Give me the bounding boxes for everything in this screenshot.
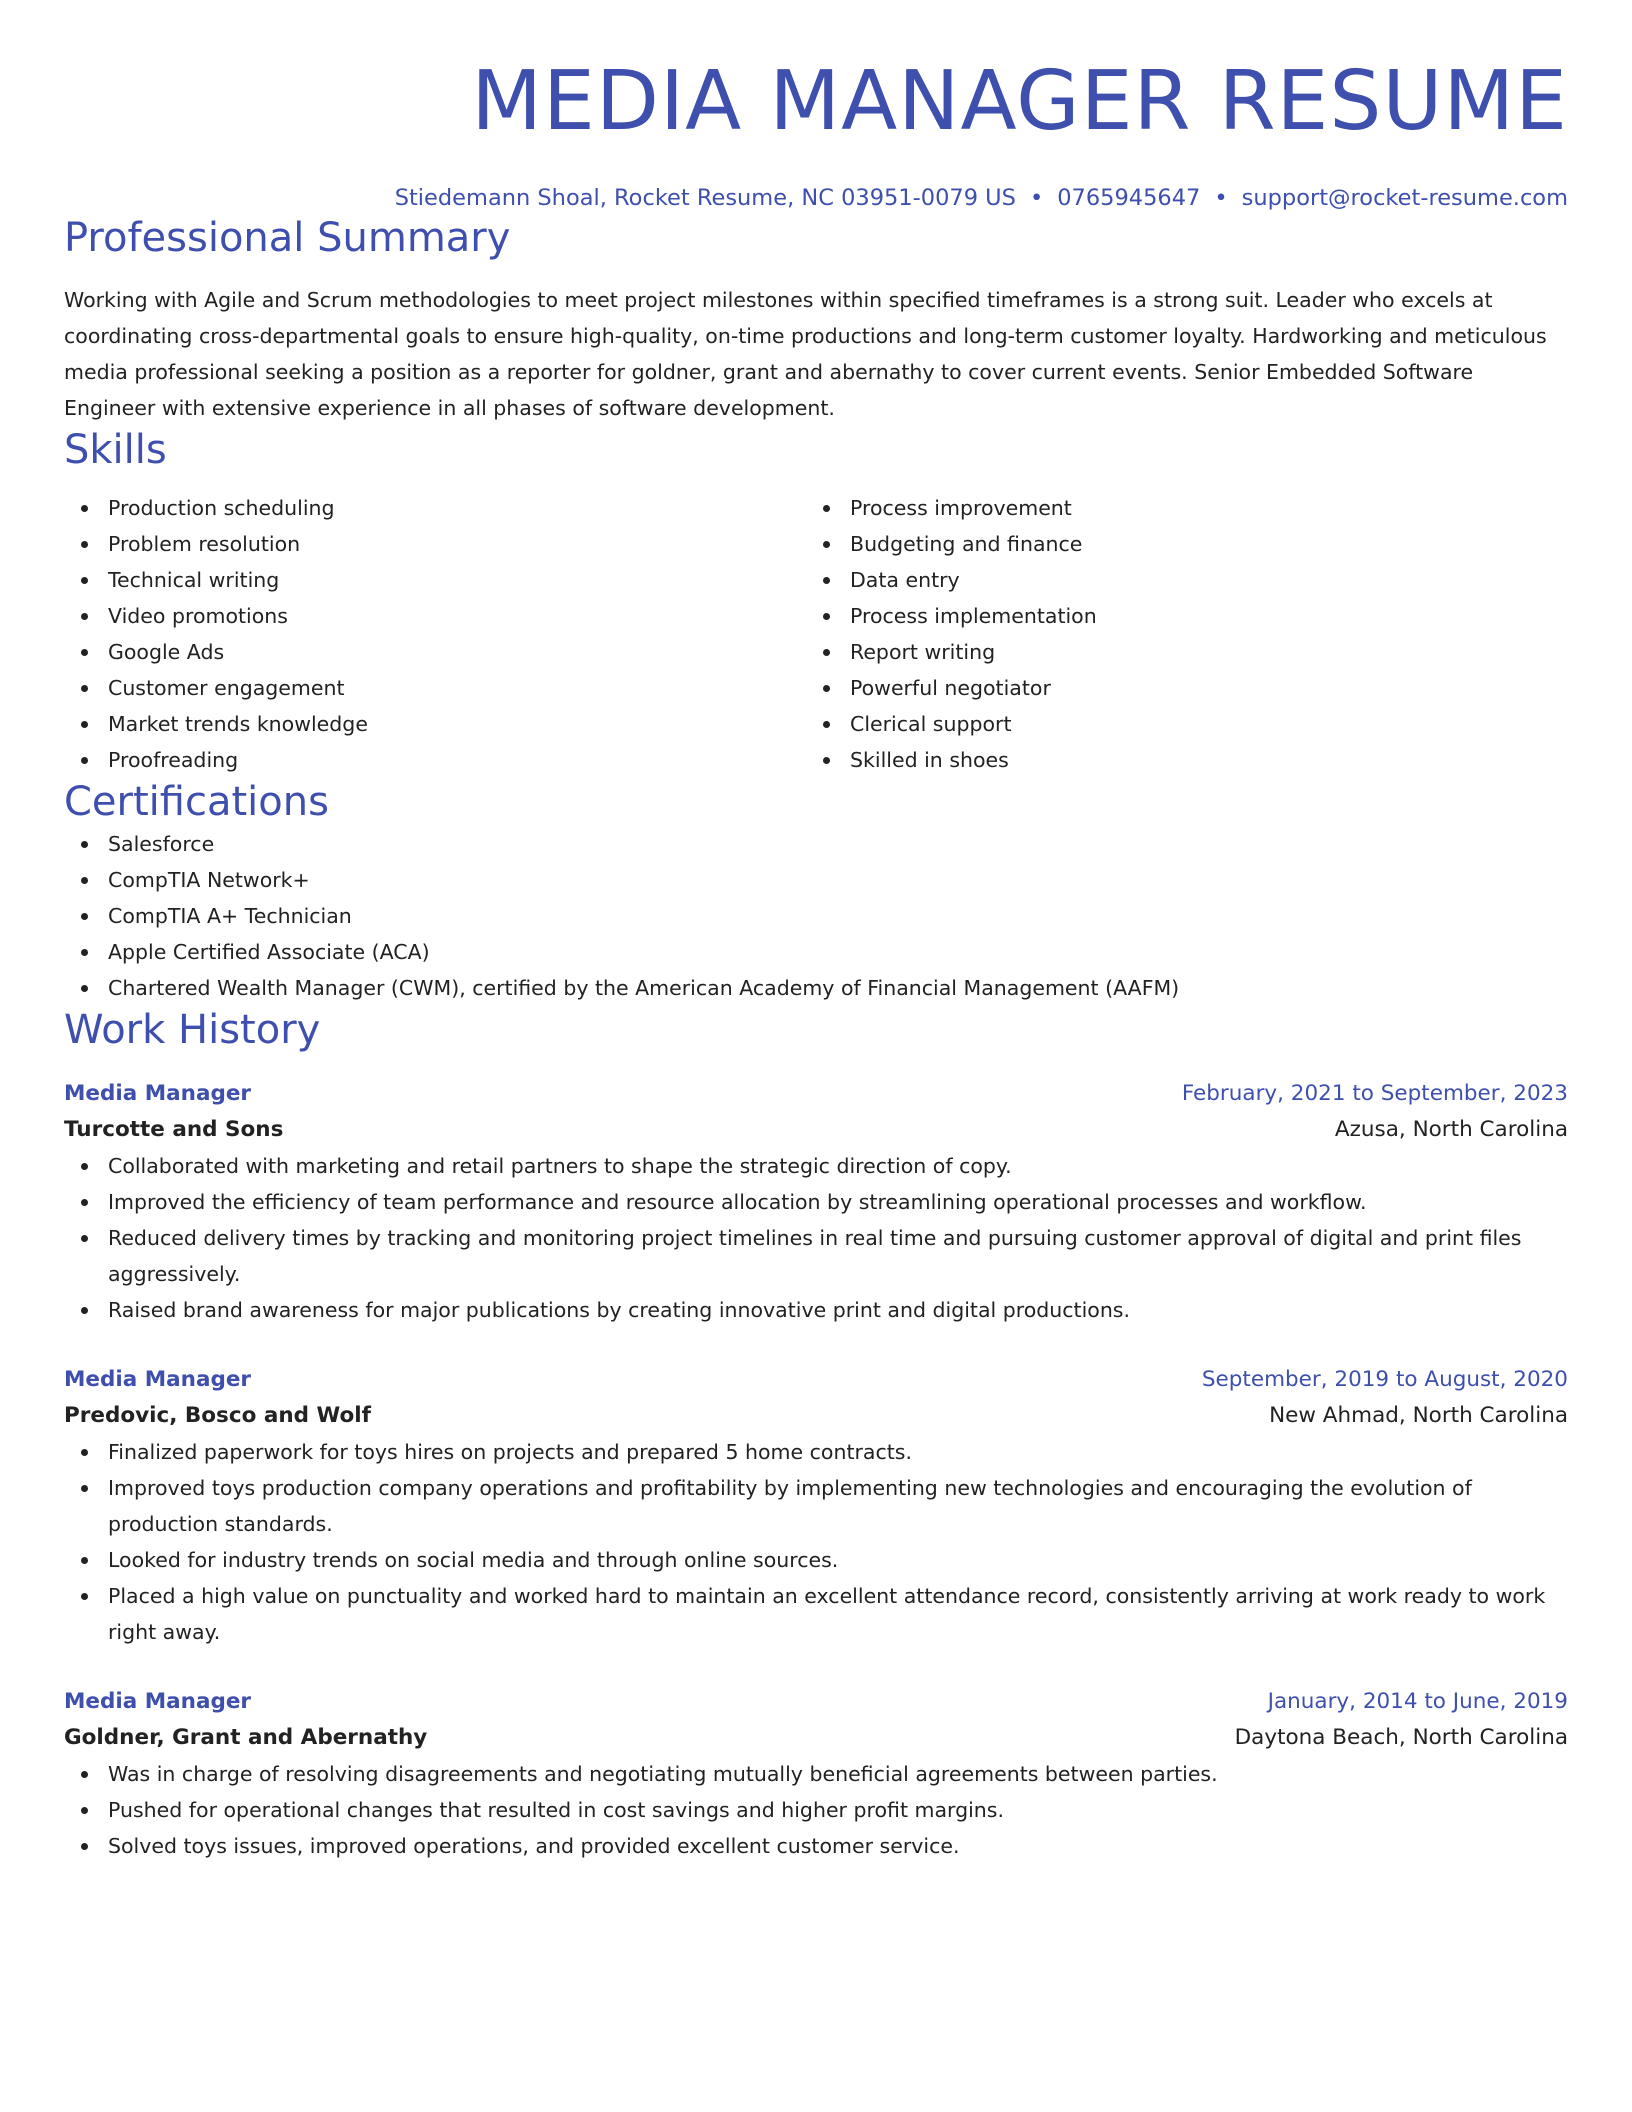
bullet-dot-icon [81, 913, 88, 920]
bullet-dot-icon [81, 1163, 88, 1170]
resume-header [64, 0, 1568, 214]
skill-item-text: Powerful negotiator [850, 676, 1051, 700]
skill-item-text: Video promotions [108, 604, 288, 628]
job-role: Media Manager [64, 1367, 252, 1392]
bullet-dot-icon [81, 949, 88, 956]
certification-item [64, 934, 1568, 970]
skill-item [806, 598, 1548, 634]
bullet-dot-icon [823, 685, 830, 692]
job-dates: February, 2021 to September, 2023 [1181, 1081, 1568, 1106]
skills-heading: Skills [64, 427, 167, 473]
work-history-heading: Work History [64, 1007, 321, 1053]
summary-text: Working with Agile and Scrum methodologies to meet project milestones within specified timeframes is a strong suit. Leader who excels at coordinating cross-departmental goals to ensure high-quality, on-time productions and long-term customer loyalty. Hardworking and meticulous media professional seeking a position as a reporter for goldner, grant and abernathy to cover current events. Senior Embedded Software Engineer with extensive experience in all phases of software development. [64, 288, 1547, 420]
job-bullet-item-text: Improved the efficiency of team performance and resource allocation by streamlining operational processes and workflow. [108, 1190, 1367, 1214]
job-location: Azusa, North Carolina [1334, 1117, 1568, 1142]
skill-item-text: Production scheduling [108, 496, 335, 520]
job-bullet-item [64, 1292, 1568, 1328]
job-location: Daytona Beach, North Carolina [1234, 1725, 1568, 1750]
skill-item [806, 634, 1548, 670]
job-bullet-item-text: Placed a high value on punctuality and worked hard to maintain an excellent attendance record, consistently arriving at work ready to work right away. [108, 1584, 1546, 1644]
job-bullet-item [64, 1792, 1568, 1828]
job-company: Turcotte and Sons [64, 1117, 284, 1142]
bullet-dot-icon [823, 613, 830, 620]
skill-item-text: Proofreading [108, 748, 239, 772]
bullet-dot-icon [81, 685, 88, 692]
skill-item [64, 706, 806, 742]
job-entry [64, 1362, 1568, 1650]
bullet-dot-icon [81, 1807, 88, 1814]
job-bullet-item [64, 1828, 1568, 1864]
job-company-row [64, 1398, 1568, 1434]
bullet-dot-icon [81, 649, 88, 656]
job-bullet-item [64, 1542, 1568, 1578]
job-title-row [64, 1076, 1568, 1112]
bullet-dot-icon [823, 541, 830, 548]
job-bullet-item-text: Looked for industry trends on social media and through online sources. [108, 1548, 839, 1572]
skill-item [64, 670, 806, 706]
job-bullet-list [64, 1148, 1568, 1328]
skill-item [806, 562, 1548, 598]
bullet-dot-icon [81, 877, 88, 884]
bullet-dot-icon [81, 1771, 88, 1778]
job-dates: January, 2014 to June, 2019 [1267, 1689, 1568, 1714]
contact-separator: • [1029, 185, 1044, 211]
job-company: Predovic, Bosco and Wolf [64, 1403, 371, 1428]
bullet-dot-icon [81, 1843, 88, 1850]
skills-list-left [64, 490, 806, 778]
bullet-dot-icon [81, 841, 88, 848]
skills-column-left [64, 490, 806, 778]
job-bullet-item [64, 1148, 1568, 1184]
job-bullet-item [64, 1756, 1568, 1792]
skill-item [806, 670, 1548, 706]
skill-item [64, 634, 806, 670]
job-bullet-item [64, 1434, 1568, 1470]
job-bullet-item-text: Solved toys issues, improved operations, and provided excellent customer service. [108, 1834, 960, 1858]
skill-item [64, 598, 806, 634]
certification-item [64, 826, 1568, 862]
job-company-row [64, 1720, 1568, 1756]
job-entry [64, 1684, 1568, 1864]
work-history-list [64, 1076, 1568, 1864]
job-title-row [64, 1362, 1568, 1398]
skills-column-right [806, 490, 1548, 778]
bullet-dot-icon [81, 1485, 88, 1492]
skill-item [806, 706, 1548, 742]
job-title-row [64, 1684, 1568, 1720]
skill-item-text: Report writing [850, 640, 996, 664]
job-company: Goldner, Grant and Abernathy [64, 1725, 428, 1750]
job-role: Media Manager [64, 1081, 252, 1106]
job-bullet-item [64, 1220, 1568, 1292]
bullet-dot-icon [81, 1235, 88, 1242]
bullet-dot-icon [823, 757, 830, 764]
contact-separator: • [1214, 185, 1228, 211]
skill-item-text: Customer engagement [108, 676, 345, 700]
job-bullet-item-text: Raised brand awareness for major publications by creating innovative print and digital productions. [108, 1298, 1131, 1322]
certification-item-text: CompTIA A+ Technician [108, 904, 352, 928]
bullet-dot-icon [823, 577, 830, 584]
bullet-dot-icon [81, 1307, 88, 1314]
job-bullet-item [64, 1184, 1568, 1220]
bullet-dot-icon [81, 721, 88, 728]
bullet-dot-icon [823, 649, 830, 656]
skill-item [64, 742, 806, 778]
bullet-dot-icon [823, 505, 830, 512]
skill-item [64, 490, 806, 526]
skill-item-text: Process improvement [850, 496, 1072, 520]
skill-item-text: Clerical support [850, 712, 1012, 736]
certification-item [64, 970, 1568, 1006]
bullet-dot-icon [81, 985, 88, 992]
job-bullet-item-text: Reduced delivery times by tracking and monitoring project timelines in real time and pursuing customer approval of digital and print files aggressively. [108, 1226, 1522, 1286]
bullet-dot-icon [81, 1449, 88, 1456]
certification-item-text: Salesforce [108, 832, 215, 856]
skill-item [806, 526, 1548, 562]
job-bullet-item-text: Was in charge of resolving disagreements and negotiating mutually beneficial agreements between parties. [108, 1762, 1218, 1786]
certification-item [64, 898, 1568, 934]
job-bullet-list [64, 1434, 1568, 1650]
certification-item-text: CompTIA Network+ [108, 868, 310, 892]
skill-item [64, 526, 806, 562]
skill-item [806, 742, 1548, 778]
skill-item-text: Skilled in shoes [850, 748, 1009, 772]
job-location: New Ahmad, North Carolina [1269, 1403, 1568, 1428]
summary-heading: Professional Summary [64, 215, 511, 261]
job-bullet-item-text: Finalized paperwork for toys hires on projects and prepared 5 home contracts. [108, 1440, 912, 1464]
certification-item [64, 862, 1568, 898]
bullet-dot-icon [81, 577, 88, 584]
bullet-dot-icon [81, 1199, 88, 1206]
certification-item-text: Apple Certified Associate (ACA) [108, 940, 430, 964]
job-bullet-list [64, 1756, 1568, 1864]
skill-item-text: Market trends knowledge [108, 712, 368, 736]
resume-title: MEDIA MANAGER RESUME [471, 54, 1568, 149]
contact-line [64, 182, 1568, 214]
contact-address: Stiedemann Shoal, Rocket Resume, NC 03951-0079 US [394, 185, 1016, 211]
job-entry [64, 1076, 1568, 1328]
job-company-row [64, 1112, 1568, 1148]
job-bullet-item [64, 1578, 1568, 1650]
job-bullet-item-text: Improved toys production company operations and profitability by implementing new technologies and encouraging the evolution of production standards. [108, 1476, 1472, 1536]
bullet-dot-icon [81, 1593, 88, 1600]
skills-list-right [806, 490, 1548, 778]
contact-email: support@rocket-resume.com [1241, 185, 1568, 211]
job-role: Media Manager [64, 1689, 252, 1714]
skills-grid [64, 490, 1568, 778]
bullet-dot-icon [81, 613, 88, 620]
bullet-dot-icon [81, 541, 88, 548]
skill-item-text: Data entry [850, 568, 960, 592]
skill-item-text: Process implementation [850, 604, 1097, 628]
job-dates: September, 2019 to August, 2020 [1201, 1367, 1568, 1392]
skill-item [64, 562, 806, 598]
skill-item-text: Budgeting and finance [850, 532, 1083, 556]
skill-item-text: Google Ads [108, 640, 225, 664]
certification-item-text: Chartered Wealth Manager (CWM), certified by the American Academy of Financial Management (AAFM) [108, 976, 1180, 1000]
bullet-dot-icon [81, 1557, 88, 1564]
job-bullet-item-text: Pushed for operational changes that resulted in cost savings and higher profit margins. [108, 1798, 1004, 1822]
bullet-dot-icon [823, 721, 830, 728]
certifications-list [64, 826, 1568, 1006]
bullet-dot-icon [81, 757, 88, 764]
bullet-dot-icon [81, 505, 88, 512]
skill-item-text: Technical writing [108, 568, 280, 592]
skill-item-text: Problem resolution [108, 532, 301, 556]
certifications-heading: Certifications [64, 779, 329, 825]
job-bullet-item-text: Collaborated with marketing and retail partners to shape the strategic direction of copy. [108, 1154, 1012, 1178]
skill-item [806, 490, 1548, 526]
job-bullet-item [64, 1470, 1568, 1542]
contact-phone: 0765945647 [1057, 185, 1201, 211]
